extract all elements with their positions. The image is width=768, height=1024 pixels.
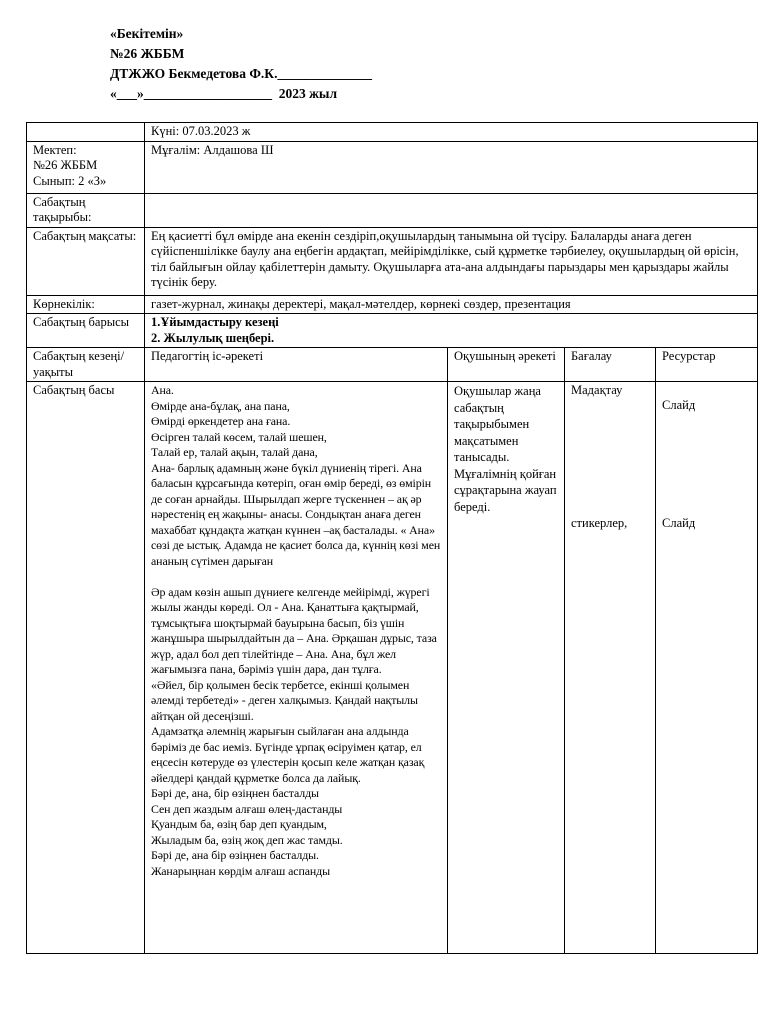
row-school <box>27 141 758 193</box>
col-header-teacher: Педагогтің іс-әрекеті <box>145 348 448 382</box>
resource-slide-2: Слайд <box>662 515 696 530</box>
col-header-resources: Ресурстар <box>656 348 758 382</box>
approval-title: «Бекітемін» <box>110 26 184 41</box>
assessment-praise: Мадақтау <box>571 383 623 397</box>
row-day <box>27 123 758 142</box>
stage-organizational: 1.Ұйымдастыру кезеңі <box>151 315 279 329</box>
lesson-stages <box>145 314 758 348</box>
goal-label: Сабақтың мақсаты: <box>27 227 145 295</box>
deputy-signature-line: ДТЖЖО Бекмедетова Ф.К.______________ <box>110 66 372 81</box>
row-column-headers <box>27 348 758 382</box>
student-activity-text: Оқушылар жаңа сабақтың тақырыбымен мақсатымен танысады. Мұғалімнің қойған сұрақтарына жауап береді. <box>448 382 565 954</box>
col-header-student: Оқушының әрекеті <box>448 348 565 382</box>
stage-lesson-start: Сабақтың басы <box>27 382 145 954</box>
teacher-name: Мұғалім: Алдашова Ш <box>145 141 758 193</box>
visual-value: газет-журнал, жинақы деректері, мақал-мәтелдер, көрнекі сөздер, презентация <box>145 295 758 314</box>
resource-slide-1: Слайд <box>662 398 696 412</box>
row-progress <box>27 314 758 348</box>
col-header-assessment: Бағалау <box>565 348 656 382</box>
assessment-stickers: стикерлер, <box>571 515 628 530</box>
goal-value: Ең қасиетті бұл өмірде ана екенін сездіріп,оқушылардың танымына ой түсіру. Балаларды анаға деген сүйіспеншілікке баулу ана еңбегін ардақтап, мейірімділікке, сый құрметке тәрбиелеу, оқушылардың ой өрісін, тіл байлығын ойлау қабілеттерін дамыту. Оқушыларға ата-ана алдындағы парыздары мен қарыздары жайлы түсінік беру. <box>145 227 758 295</box>
school-class-info: Мектеп: №26 ЖББМ Сынып: 2 «З» <box>27 141 145 193</box>
resources-cell <box>656 382 758 954</box>
row-lesson-start <box>27 382 758 954</box>
row-topic <box>27 193 758 227</box>
progress-label: Сабақтың барысы <box>27 314 145 348</box>
lesson-plan-table <box>26 122 758 954</box>
cell-empty <box>27 123 145 142</box>
visual-label: Көрнекілік: <box>27 295 145 314</box>
topic-label: Сабақтың тақырыбы: <box>27 193 145 227</box>
lesson-day: Күні: 07.03.2023 ж <box>145 123 758 142</box>
topic-value <box>145 193 758 227</box>
stage-warm-circle: 2. Жылулық шеңбері. <box>151 330 275 345</box>
row-goal <box>27 227 758 295</box>
row-visual <box>27 295 758 314</box>
approval-date-line: «___»___________________ 2023 жыл <box>110 86 338 101</box>
col-header-stage: Сабақтың кезеңі/уақыты <box>27 348 145 382</box>
assessment-cell <box>565 382 656 954</box>
school-name: №26 ЖББМ <box>110 46 185 61</box>
teacher-activity-text: Ана. Өмірде ана-бұлақ, ана пана, Өмірді өркендетер ана ғана. Өсірген талай көсем, талай шешен, Талай ер, талай ақын, талай дана, Ана- барлық адамның және бүкіл дүниенің тірегі. Ана баласын құрсағында көтеріп, оған өмір береді, өз өмірін де соған арнайды. Шырылдап жерге түскеннен – ақ әр нәрестенің ең жақыны- анасы. Сондықтан анаға деген махаббат құндақта жатқан күннен –ақ басталады. « Ана» сөзі де ыстық. Адамда не қасиет болса да, күннің көзі мен ананың сүтімен дарыған Әр адам көзін ашып дүниеге келгенде мейірімді, жүрегі жылы жанды көреді. Ол - Ана. Қанаттыға қақтырмай, тұмсықтыға шоқтырмай бауырына басып, біз үшін жанұшыра шырылдайтын да – Ана. Әрқашан дұрыс, таза жүр, адал бол деп тілейтінде – Ана. Ана, бұл жел жағымызға пана, бәріміз үшін дара, дан тұлға. «Әйел, бір қолымен бесік тербетсе, екінші қолымен әлемді тербетеді» - деген халқымыз. Қандай нақтылы айтқан ой десеңізші. Адамзатқа әлемнің жарығын сыйлаған ана алдында бәріміз де бас иеміз. Бүгінде ұрпақ өсіруімен қатар, ел еңсесін көтеруде өз үлестерін қосып келе жатқан қазақ әйелдері қандай құрметке болса да лайық. Бәрі де, ана, бір өзіңнен басталды Сен деп жаздым алғаш өлең-дастанды Қуандым ба, өзің бар деп қуандым, Жыладым ба, өзің жоқ деп жас тамды. Бәрі де, ана бір өзіңнен басталды. Жанарыңнан көрдім алғаш аспанды <box>145 382 448 954</box>
approval-header <box>110 24 372 104</box>
